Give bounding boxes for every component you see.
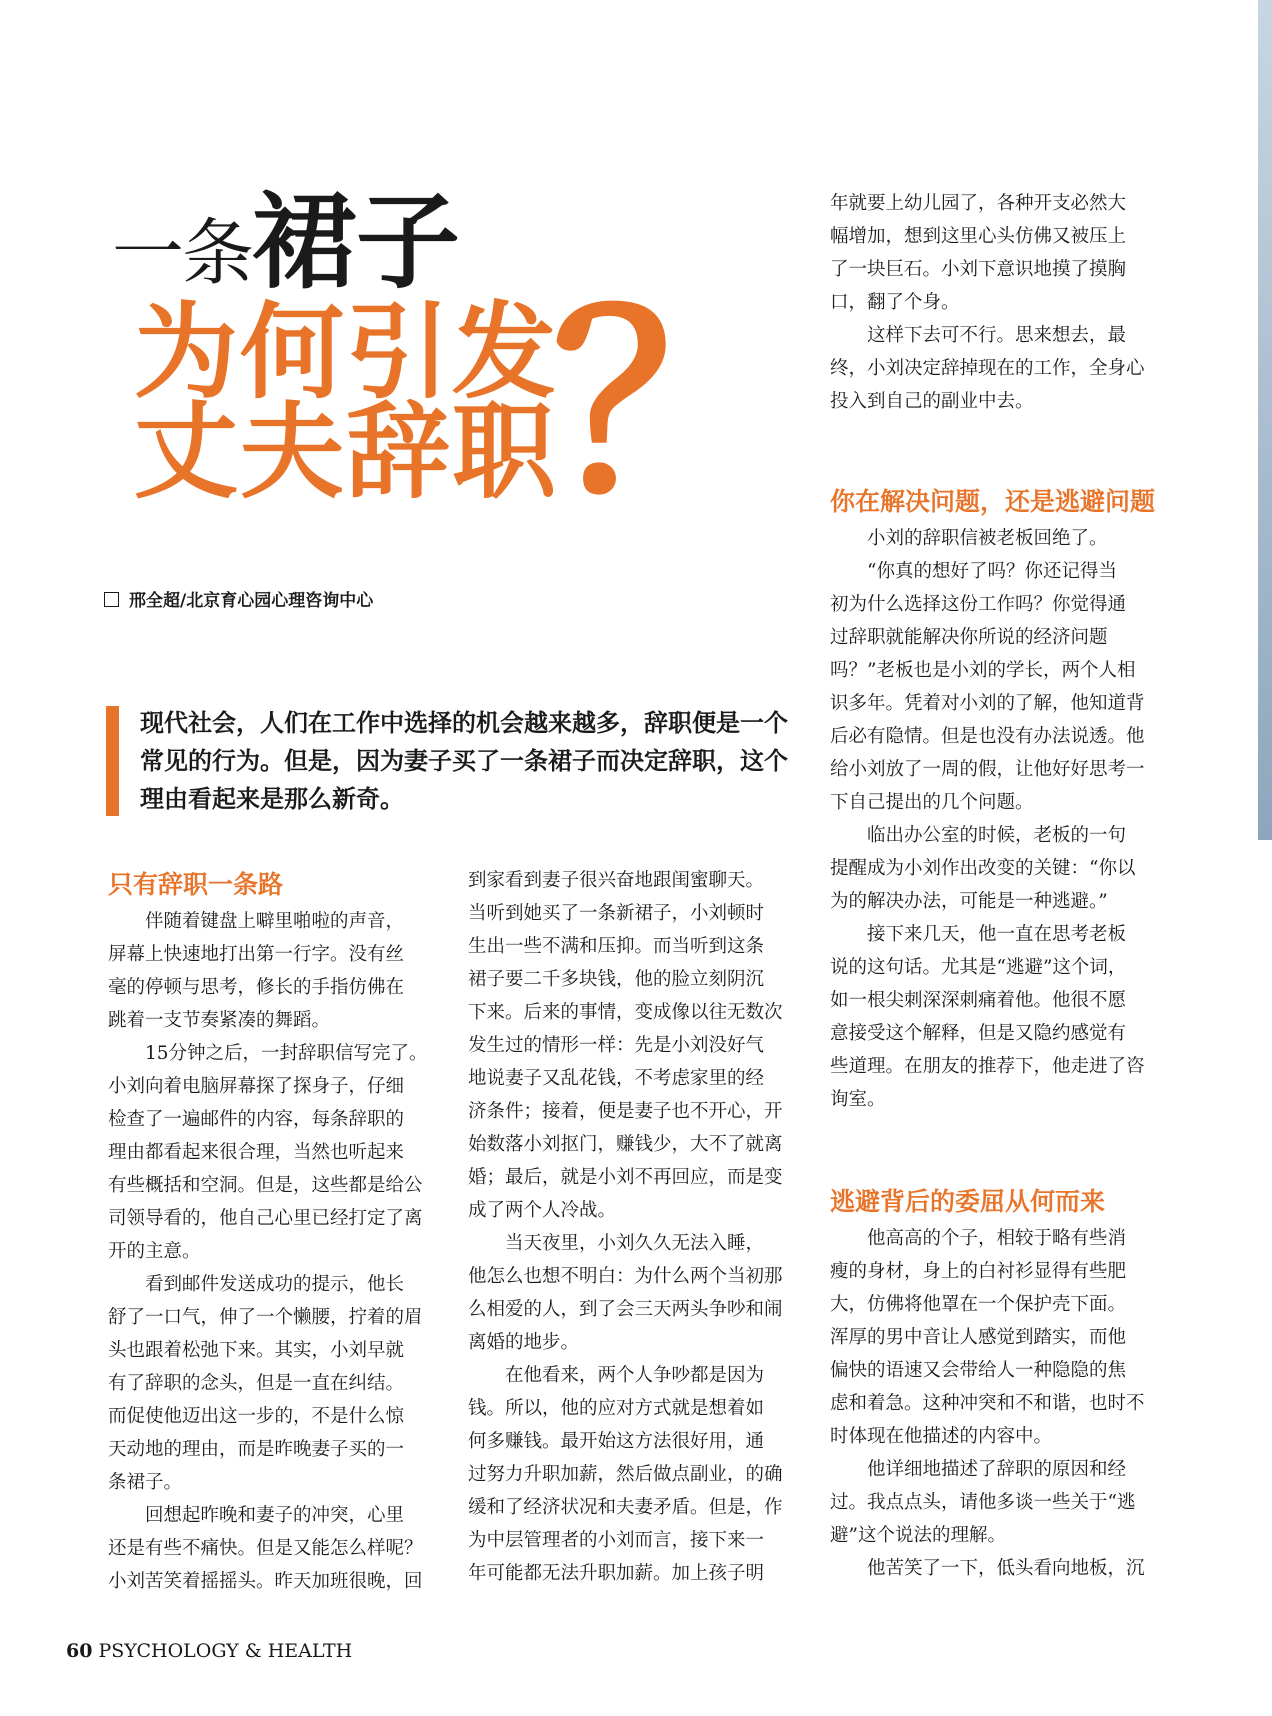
lead-paragraph	[140, 704, 810, 818]
column-2	[468, 864, 798, 1590]
body-text-line: 当天夜里，小刘久久无法入睡，	[468, 1233, 765, 1254]
body-text-line: 还是有些不痛快。但是又能怎么样呢？	[108, 1538, 423, 1559]
body-text-line: 司领导看的，他自己心里已经打定了离	[108, 1208, 423, 1229]
body-text-line: 下自己提出的几个问题。	[830, 792, 1034, 813]
body-text-line: 缓和了经济状况和夫妻矛盾。但是，作	[468, 1497, 783, 1518]
body-text-line: 他怎么也想不明白：为什么两个当初那	[468, 1266, 783, 1287]
body-text-line: 下来。后来的事情，变成像以往无数次	[468, 1002, 783, 1023]
body-text-line: 偏快的语速又会带给人一种隐隐的焦	[830, 1360, 1127, 1381]
body-text-line: 口，翻了个身。	[830, 292, 960, 313]
column-1	[108, 865, 438, 1598]
body-text-line: 询室。	[830, 1089, 886, 1110]
body-text-line: 终，小刘决定辞掉现在的工作，全身心	[830, 358, 1145, 379]
body-text-line: 避”这个说法的理解。	[830, 1525, 1006, 1546]
body-text-line: “你真的想好了吗？你还记得当	[830, 561, 1117, 582]
title-question-mark: ？	[552, 263, 793, 545]
byline	[104, 586, 373, 611]
body-text-line: 头也跟着松弛下来。其实，小刘早就	[108, 1340, 405, 1361]
body-text-line: 小刘苦笑着摇摇头。昨天加班很晚，回	[108, 1571, 423, 1592]
body-text-line: 济条件；接着，便是妻子也不开心，开	[468, 1101, 783, 1122]
body-text-line: 后必有隐情。但是也没有办法说透。他	[830, 726, 1145, 747]
title-big-part: 裙子	[252, 180, 461, 303]
body-text-line: 时体现在他描述的内容中。	[830, 1426, 1053, 1447]
page-footer	[66, 1640, 352, 1662]
body-text-line: 裙子要二千多块钱，他的脸立刻阴沉	[468, 969, 765, 990]
byline-text: 邢全超/北京育心园心理咨询中心	[129, 591, 374, 611]
body-text-line: 为的解决办法，可能是一种逃避。”	[830, 891, 1108, 912]
body-text-line: 意接受这个解释，但是又隐约感觉有	[830, 1023, 1127, 1044]
body-text-line: 生出一些不满和压抑。而当听到这条	[468, 936, 765, 957]
title-small-part: 一条	[112, 211, 253, 295]
body-text-line: 幅增加，想到这里心头仿佛又被压上	[830, 226, 1127, 247]
body-text-line: 说的这句话。尤其是“逃避”这个词，	[830, 957, 1127, 978]
body-text-line: 当听到她买了一条新裙子，小刘顿时	[468, 903, 765, 924]
lead-line: 现代社会，人们在工作中选择的机会越来越多，辞职便是一个	[140, 708, 788, 737]
body-text-line: 么相爱的人，到了会三天两头争吵和闹	[468, 1299, 783, 1320]
body-text-line: 而促使他迈出这一步的，不是什么惊	[108, 1406, 405, 1427]
body-text-line: 识多年。凭着对小刘的了解，他知道背	[830, 693, 1145, 714]
body-text-line: 小刘向着电脑屏幕探了探身子，仔细	[108, 1076, 405, 1097]
body-text-line: 浑厚的男中音让人感觉到踏实，而他	[830, 1327, 1127, 1348]
byline-box-icon	[104, 592, 119, 607]
body-text-line: 有了辞职的念头，但是一直在纠结。	[108, 1373, 405, 1394]
magazine-name: PSYCHOLOGY & HEALTH	[98, 1640, 353, 1662]
lead-line: 理由看起来是那么新奇。	[140, 784, 404, 813]
body-text-line: 看到邮件发送成功的提示，他长	[108, 1274, 405, 1295]
body-text-line: 些道理。在朋友的推荐下，他走进了咨	[830, 1056, 1145, 1077]
body-text-line: 始数落小刘抠门，赚钱少，大不了就离	[468, 1134, 783, 1155]
body-text-line: 提醒成为小刘作出改变的关键：“你以	[830, 858, 1136, 879]
body-text-line: 虑和着急。这种冲突和不和谐，也时不	[830, 1393, 1145, 1414]
body-text-line: 接下来几天，他一直在思考老板	[830, 924, 1127, 945]
body-text-line: 到家看到妻子很兴奋地跟闺蜜聊天。	[468, 870, 765, 891]
body-text-line: 如一根尖刺深深刺痛着他。他很不愿	[830, 990, 1127, 1011]
column-3	[830, 187, 1160, 1585]
body-text-line: 舒了一口气，伸了一个懒腰，拧着的眉	[108, 1307, 423, 1328]
body-text-line: 跳着一支节奏紧凑的舞蹈。	[108, 1010, 331, 1031]
body-text-line: 过努力升职加薪，然后做点副业，的确	[468, 1464, 783, 1485]
body-text-line: 离婚的地步。	[468, 1332, 580, 1353]
body-text-line: 小刘的辞职信被老板回绝了。	[830, 528, 1108, 549]
body-text-line: 婚；最后，就是小刘不再回应，而是变	[468, 1167, 783, 1188]
title-line-1	[112, 180, 461, 303]
page-edge-tab	[1258, 0, 1272, 840]
body-text-line: 发生过的情形一样：先是小刘没好气	[468, 1035, 765, 1056]
lead-accent-bar	[106, 706, 119, 816]
body-text-line: 了一块巨石。小刘下意识地摸了摸胸	[830, 259, 1127, 280]
body-text-line: 他苦笑了一下，低头看向地板，沉	[830, 1558, 1145, 1579]
body-text-line: 年可能都无法升职加薪。加上孩子明	[468, 1563, 765, 1584]
body-text-line: 开的主意。	[108, 1241, 201, 1262]
body-text-line: 条裙子。	[108, 1472, 183, 1493]
body-text-line: 他详细地描述了辞职的原因和经	[830, 1459, 1127, 1480]
body-text-line: 过。我点点头，请他多谈一些关于“逃	[830, 1492, 1136, 1513]
body-text-line: 他高高的个子，相较于略有些消	[830, 1228, 1127, 1249]
body-text-line: 在他看来，两个人争吵都是因为	[468, 1365, 765, 1386]
lead-line: 常见的行为。但是，因为妻子买了一条裙子而决定辞职，这个	[140, 746, 788, 775]
body-text-line: 有些概括和空洞。但是，这些都是给公	[108, 1175, 423, 1196]
body-text-line: 过辞职就能解决你所说的经济问题	[830, 627, 1108, 648]
title-line-3: 丈夫辞职	[134, 390, 559, 513]
body-text-line: 天动地的理由，而是昨晚妻子买的一	[108, 1439, 405, 1460]
body-text-line: 钱。所以，他的应对方式就是想着如	[468, 1398, 765, 1419]
body-text-line: 地说妻子又乱花钱，不考虑家里的经	[468, 1068, 765, 1089]
body-text-line: 年就要上幼儿园了，各种开支必然大	[830, 193, 1127, 214]
section-heading-2: 你在解决问题，还是逃避问题	[830, 487, 1156, 516]
body-text-line: 理由都看起来很合理，当然也听起来	[108, 1142, 405, 1163]
section-heading-1: 只有辞职一条路	[108, 870, 284, 899]
body-text-line: 伴随着键盘上噼里啪啦的声音，	[108, 911, 405, 932]
body-text-line: 吗？”老板也是小刘的学长，两个人相	[830, 660, 1136, 681]
body-text-line: 为中层管理者的小刘而言，接下来一	[468, 1530, 765, 1551]
body-text-line: 成了两个人冷战。	[468, 1200, 617, 1221]
page-number: 60	[66, 1640, 93, 1662]
body-text-line: 何多赚钱。最开始这方法很好用，通	[468, 1431, 765, 1452]
section-heading-3: 逃避背后的委屈从何而来	[830, 1187, 1106, 1216]
body-text-line: 15分钟之后，一封辞职信写完了。	[108, 1043, 428, 1064]
body-text-line: 临出办公室的时候，老板的一句	[830, 825, 1127, 846]
body-text-line: 投入到自己的副业中去。	[830, 391, 1034, 412]
body-text-line: 屏幕上快速地打出第一行字。没有丝	[108, 944, 405, 965]
body-text-line: 检查了一遍邮件的内容，每条辞职的	[108, 1109, 405, 1130]
body-text-line: 大，仿佛将他罩在一个保护壳下面。	[830, 1294, 1127, 1315]
body-text-line: 初为什么选择这份工作吗？你觉得通	[830, 594, 1127, 615]
body-text-line: 给小刘放了一周的假，让他好好思考一	[830, 759, 1145, 780]
body-text-line: 瘦的身材，身上的白衬衫显得有些肥	[830, 1261, 1127, 1282]
title-line-2: 为何引发	[134, 290, 559, 413]
body-text-line: 回想起昨晚和妻子的冲突，心里	[108, 1505, 405, 1526]
body-text-line: 毫的停顿与思考，修长的手指仿佛在	[108, 977, 405, 998]
body-text-line: 这样下去可不行。思来想去，最	[830, 325, 1127, 346]
